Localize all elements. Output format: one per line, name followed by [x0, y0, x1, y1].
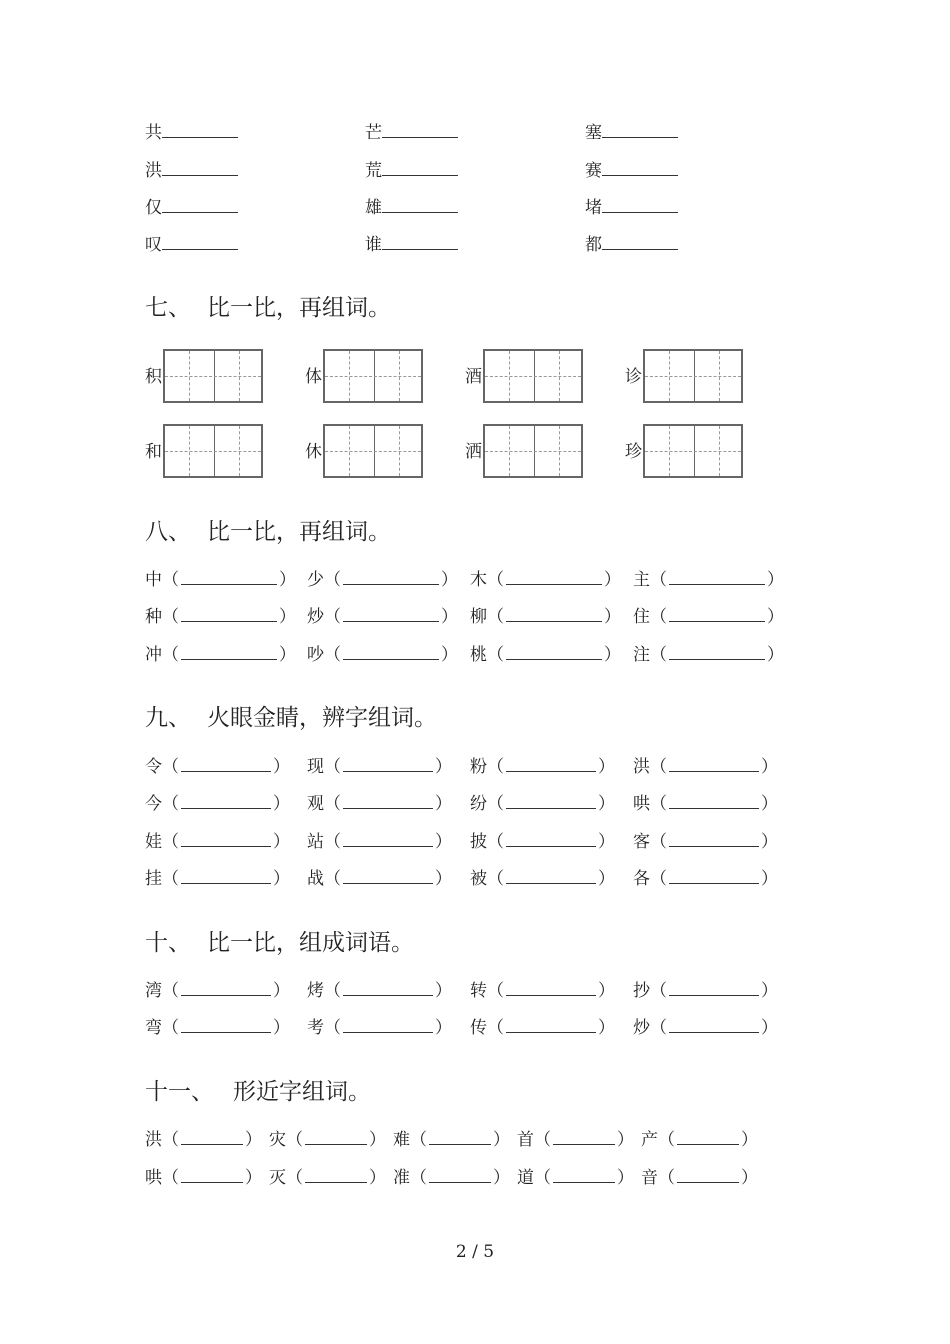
answer-blank[interactable] — [506, 869, 596, 884]
answer-blank[interactable] — [343, 981, 433, 996]
answer-blank[interactable] — [669, 1018, 759, 1033]
answer-blank[interactable] — [343, 645, 439, 660]
answer-blank[interactable] — [343, 869, 433, 884]
grid-char: 休 — [305, 442, 322, 462]
writing-grid[interactable] — [643, 424, 743, 478]
answer-blank[interactable] — [669, 832, 759, 847]
word-item: 叹 — [145, 234, 238, 255]
word-item: 荒 — [365, 160, 458, 181]
paren-item: 道（ ） — [517, 1168, 634, 1188]
answer-blank[interactable] — [382, 197, 458, 213]
answer-blank[interactable] — [343, 832, 433, 847]
section10-heading — [145, 929, 414, 957]
grid-char: 洒 — [465, 442, 482, 462]
paren-item: 现（ ） — [307, 757, 452, 777]
paren-item: 灾（ ） — [269, 1130, 386, 1150]
section-title: 比一比，再组词。 — [207, 295, 391, 321]
grid-char: 和 — [145, 442, 162, 462]
answer-blank[interactable] — [162, 160, 238, 176]
writing-grid[interactable] — [163, 349, 263, 403]
paren-item: 转（ ） — [470, 981, 615, 1001]
section-number: 九、 — [145, 705, 191, 731]
answer-blank[interactable] — [669, 757, 759, 772]
answer-blank[interactable] — [181, 832, 271, 847]
writing-grid[interactable] — [323, 424, 423, 478]
paren-item: 吵（ ） — [307, 645, 458, 665]
answer-blank[interactable] — [162, 122, 238, 138]
paren-item: 主（ ） — [633, 570, 784, 590]
section-number: 八、 — [145, 519, 191, 545]
answer-blank[interactable] — [506, 645, 602, 660]
paren-item: 少（ ） — [307, 570, 458, 590]
section-title: 火眼金睛，辨字组词。 — [207, 705, 437, 731]
answer-blank[interactable] — [181, 1130, 243, 1145]
section11-heading — [145, 1078, 371, 1106]
answer-blank[interactable] — [602, 197, 678, 213]
answer-blank[interactable] — [162, 234, 238, 250]
section8-heading — [145, 518, 391, 546]
paren-item: 洪（ ） — [633, 757, 778, 777]
paren-item: 站（ ） — [307, 832, 452, 852]
answer-blank[interactable] — [181, 570, 277, 585]
answer-blank[interactable] — [305, 1168, 367, 1183]
answer-blank[interactable] — [602, 160, 678, 176]
paren-item: 客（ ） — [633, 832, 778, 852]
word-item: 洪 — [145, 160, 238, 181]
answer-blank[interactable] — [181, 607, 277, 622]
paren-item: 种（ ） — [145, 607, 296, 627]
paren-item: 产（ ） — [641, 1130, 758, 1150]
word-item: 芒 — [365, 122, 458, 143]
answer-blank[interactable] — [506, 794, 596, 809]
word-item: 雄 — [365, 197, 458, 218]
paren-item: 首（ ） — [517, 1130, 634, 1150]
paren-item: 难（ ） — [393, 1130, 510, 1150]
paren-item: 观（ ） — [307, 794, 452, 814]
paren-item: 各（ ） — [633, 869, 778, 889]
answer-blank[interactable] — [162, 197, 238, 213]
answer-blank[interactable] — [181, 757, 271, 772]
section-title: 比一比，组成词语。 — [207, 930, 414, 956]
writing-grid[interactable] — [483, 424, 583, 478]
paren-item: 令（ ） — [145, 757, 290, 777]
answer-blank[interactable] — [602, 234, 678, 250]
paren-item: 哄（ ） — [145, 1168, 262, 1188]
section7-heading — [145, 294, 391, 322]
answer-blank[interactable] — [181, 645, 277, 660]
answer-blank[interactable] — [506, 607, 602, 622]
answer-blank[interactable] — [181, 1018, 271, 1033]
paren-item: 抄（ ） — [633, 981, 778, 1001]
paren-item: 考（ ） — [307, 1018, 452, 1038]
paren-item: 哄（ ） — [633, 794, 778, 814]
answer-blank[interactable] — [343, 757, 433, 772]
paren-item: 披（ ） — [470, 832, 615, 852]
answer-blank[interactable] — [429, 1168, 491, 1183]
section-number: 七、 — [145, 295, 191, 321]
paren-item: 炒（ ） — [307, 607, 458, 627]
word-item: 共 — [145, 122, 238, 143]
answer-blank[interactable] — [506, 981, 596, 996]
answer-blank[interactable] — [429, 1130, 491, 1145]
paren-item: 纷（ ） — [470, 794, 615, 814]
paren-item: 洪（ ） — [145, 1130, 262, 1150]
answer-blank[interactable] — [669, 794, 759, 809]
section-number: 十一、 — [145, 1079, 214, 1105]
paren-item: 桃（ ） — [470, 645, 621, 665]
paren-item: 灭（ ） — [269, 1168, 386, 1188]
paren-item: 娃（ ） — [145, 832, 290, 852]
answer-blank[interactable] — [602, 122, 678, 138]
answer-blank[interactable] — [669, 570, 765, 585]
writing-grid[interactable] — [483, 349, 583, 403]
paren-item: 木（ ） — [470, 570, 621, 590]
writing-grid[interactable] — [643, 349, 743, 403]
paren-item: 炒（ ） — [633, 1018, 778, 1038]
section-title: 比一比，再组词。 — [207, 519, 391, 545]
answer-blank[interactable] — [305, 1130, 367, 1145]
paren-item: 弯（ ） — [145, 1018, 290, 1038]
paren-item: 今（ ） — [145, 794, 290, 814]
paren-item: 中（ ） — [145, 570, 296, 590]
answer-blank[interactable] — [343, 570, 439, 585]
answer-blank[interactable] — [669, 607, 765, 622]
word-item: 都 — [585, 234, 678, 255]
answer-blank[interactable] — [181, 1168, 243, 1183]
answer-blank[interactable] — [506, 1018, 596, 1033]
section-title: 形近字组词。 — [233, 1079, 371, 1105]
word-item: 塞 — [585, 122, 678, 143]
answer-blank[interactable] — [669, 869, 759, 884]
answer-blank[interactable] — [382, 160, 458, 176]
grid-char: 积 — [145, 367, 162, 387]
answer-blank[interactable] — [181, 981, 271, 996]
paren-item: 被（ ） — [470, 869, 615, 889]
answer-blank[interactable] — [553, 1130, 615, 1145]
answer-blank[interactable] — [553, 1168, 615, 1183]
answer-blank[interactable] — [506, 832, 596, 847]
writing-grid[interactable] — [323, 349, 423, 403]
section-number: 十、 — [145, 930, 191, 956]
paren-item: 音（ ） — [641, 1168, 758, 1188]
answer-blank[interactable] — [181, 794, 271, 809]
answer-blank[interactable] — [382, 234, 458, 250]
paren-item: 湾（ ） — [145, 981, 290, 1001]
answer-blank[interactable] — [343, 794, 433, 809]
answer-blank[interactable] — [506, 757, 596, 772]
answer-blank[interactable] — [181, 869, 271, 884]
answer-blank[interactable] — [382, 122, 458, 138]
paren-item: 注（ ） — [633, 645, 784, 665]
paren-item: 柳（ ） — [470, 607, 621, 627]
paren-item: 挂（ ） — [145, 869, 290, 889]
grid-char: 诊 — [625, 367, 642, 387]
answer-blank[interactable] — [669, 981, 759, 996]
paren-item: 住（ ） — [633, 607, 784, 627]
grid-char: 体 — [305, 367, 322, 387]
answer-blank[interactable] — [343, 1018, 433, 1033]
word-item: 堵 — [585, 197, 678, 218]
answer-blank[interactable] — [506, 570, 602, 585]
word-item: 赛 — [585, 160, 678, 181]
paren-item: 粉（ ） — [470, 757, 615, 777]
paren-item: 烤（ ） — [307, 981, 452, 1001]
answer-blank[interactable] — [677, 1130, 739, 1145]
answer-blank[interactable] — [669, 645, 765, 660]
page-number: 2 / 5 — [455, 1242, 495, 1262]
grid-char: 酒 — [465, 367, 482, 387]
paren-item: 传（ ） — [470, 1018, 615, 1038]
paren-item: 冲（ ） — [145, 645, 296, 665]
word-item: 谁 — [365, 234, 458, 255]
answer-blank[interactable] — [343, 607, 439, 622]
answer-blank[interactable] — [677, 1168, 739, 1183]
word-item: 仅 — [145, 197, 238, 218]
grid-char: 珍 — [625, 442, 642, 462]
writing-grid[interactable] — [163, 424, 263, 478]
paren-item: 准（ ） — [393, 1168, 510, 1188]
paren-item: 战（ ） — [307, 869, 452, 889]
section9-heading — [145, 704, 437, 732]
